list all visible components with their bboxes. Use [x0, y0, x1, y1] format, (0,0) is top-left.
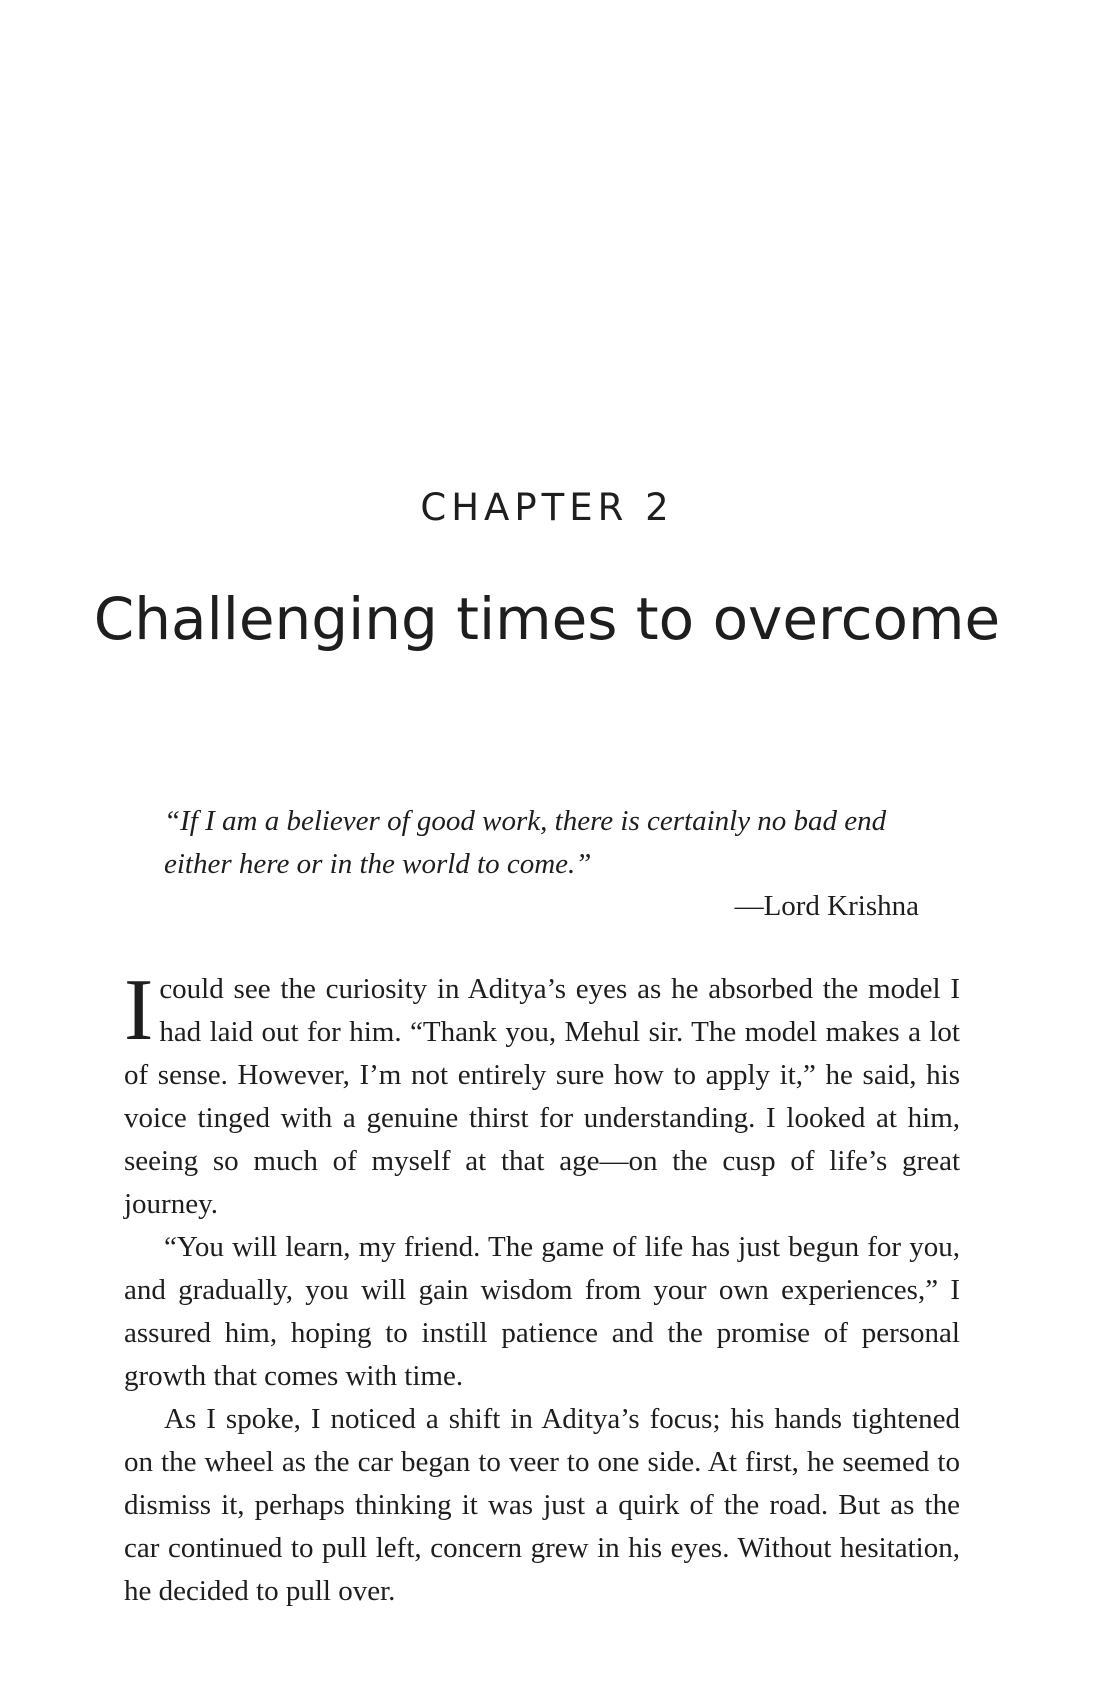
paragraph-1 — [124, 962, 960, 1226]
drop-cap: I — [124, 962, 154, 1059]
chapter-body — [124, 962, 960, 1613]
chapter-title: Challenging times to overcome — [93, 585, 1001, 653]
paragraph-3: As I spoke, I noticed a shift in Aditya’s focus; his hands tightened on the wheel as the car began to veer to one side. At first, he seemed to dismiss it, perhaps thinking it was just a quirk of the road. But as the car continued to pull left, concern grew in his eyes. Without hesitation, he decided to pull over. — [124, 1403, 960, 1607]
epigraph-attribution: —Lord Krishna — [734, 890, 919, 922]
paragraph-2: “You will learn, my friend. The game of life has just begun for you, and gradually, you will gain wisdom from your own experiences,” I assured him, hoping to instill patience and the promise of personal growth that comes with time. — [124, 1231, 960, 1392]
chapter-label: CHAPTER 2 — [420, 486, 674, 529]
epigraph-quote: “If I am a believer of good work, there is certainly no bad end either here or in the world to come.” — [164, 805, 887, 880]
paragraph-1-text: could see the curiosity in Aditya’s eyes as he absorbed the model I had laid out for him. “Thank you, Mehul sir. The model makes a lot of sense. However, I’m not entirely sure how to apply it,” he said, his voice tinged with a genuine thirst for understanding. I looked at him, seeing so much of myself at that age—on the cusp of life’s great journey. — [124, 973, 960, 1220]
